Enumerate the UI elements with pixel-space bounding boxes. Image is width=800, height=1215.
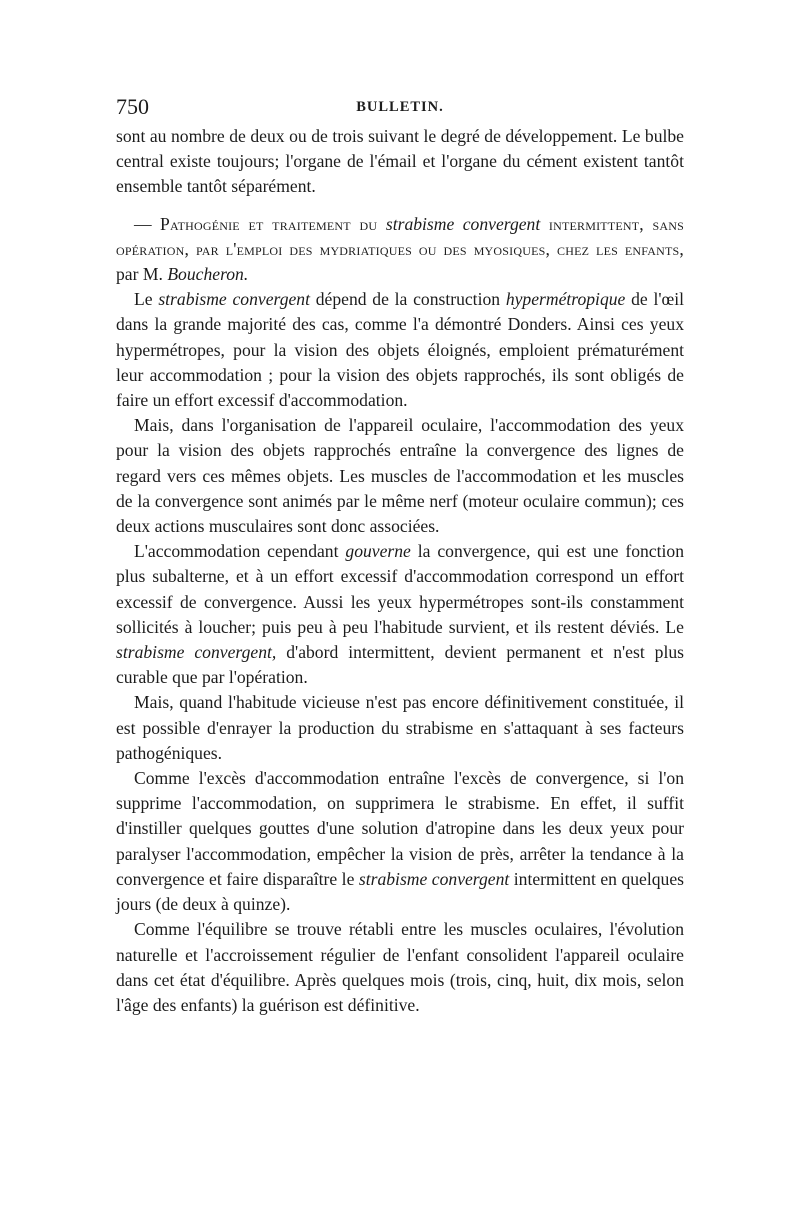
paragraph-7: Comme l'équilibre se trouve rétabli entre les muscles oculaires, l'évolution naturelle et l'accroissement régulier de l'enfant consolident l'appareil oculaire dans cet état d'équilibre. Après quelques mois (trois, cinq, huit, dix mois, selon l'âge des enfants) la guérison est définitive.: [116, 919, 684, 1015]
heading-title-part-1: Pathogénie et traitement du: [160, 213, 386, 234]
heading-by: par M.: [116, 264, 168, 285]
body-text: [116, 124, 684, 1018]
paragraph-1: sont au nombre de deux ou de trois suivant le degré de développement. Le bulbe central existe toujours; l'organe de l'émail et l'organe du cément existent tantôt ensemble tantôt séparément.: [116, 126, 684, 197]
text-run: Comme l'excès d'accommodation entraîne l'excès de convergence, si l'on supprime l'accommodation, on supprimera le strabisme. En effet, il suffit d'instiller quelques gouttes d'une solution d'atropine dans les deux yeux pour paralyser l'accommodation, empêcher la vision de près, arrêter la tendance à la convergence et faire disparaître le: [116, 768, 684, 889]
paragraph-3: Mais, dans l'organisation de l'appareil oculaire, l'accommodation des yeux pour la vision des objets rapprochés entraîne la convergence des lignes de regard vers ces mêmes objets. Les muscles de l'accommodation et les muscles de la convergence sont animés par le même nerf (moteur oculaire commun); ces deux actions musculaires sont donc associées.: [116, 415, 684, 537]
page-number: 750: [116, 94, 149, 119]
heading-title-italic: strabisme convergent: [385, 213, 541, 234]
paragraph-4: [116, 539, 684, 690]
heading-dash: —: [134, 213, 161, 234]
italic-run: strabisme convergent: [158, 289, 310, 310]
italic-run: gouverne: [345, 541, 411, 562]
text-run: Le: [134, 289, 159, 310]
italic-run: strabisme convergent: [358, 868, 510, 889]
paragraph-2: [116, 287, 684, 413]
paragraph-5: Mais, quand l'habitude vicieuse n'est pas encore définitivement constituée, il est possible d'enrayer la production du strabisme en s'attaquant à ses facteurs pathogéniques.: [116, 692, 684, 763]
italic-run: strabisme convergent,: [116, 642, 277, 663]
running-title: BULLETIN.: [356, 99, 444, 115]
text-run: d'abord intermittent, devient permanent et n'est plus curable que par l'opération.: [116, 642, 684, 688]
section-heading: [116, 212, 684, 288]
heading-title-part-2: intermittent, sans opération, par l'emploi des mydriatiques ou des myosiques, chez les enfants,: [116, 213, 685, 259]
text-run: de l'œil dans la grande majorité des cas, comme l'a démontré Donders. Ainsi ces yeux hypermétropes, pour la vision des objets éloignés, emploient prématurément leur accommodation ; pour la vision des objets rapprochés, ils sont obligés de faire un effort excessif d'accommodation.: [116, 289, 684, 411]
text-run: L'accommodation cependant: [134, 541, 346, 562]
paragraph-6: [116, 766, 684, 917]
text-run: intermittent en quelques jours (de deux à quinze).: [116, 868, 684, 915]
heading-author: Boucheron.: [167, 264, 249, 285]
page-header: [116, 94, 684, 124]
text-run: la convergence, qui est une fonction plus subalterne, et à un effort excessif d'accommodation correspond un effort excessif de convergence. Aussi les yeux hypermétropes sont-ils constamment sollicités à loucher; puis peu à peu l'habitude survient, et ils restent déviés. Le: [116, 541, 684, 637]
text-run: dépend de la construction: [310, 289, 506, 310]
italic-run: hypermétropique: [505, 289, 626, 310]
